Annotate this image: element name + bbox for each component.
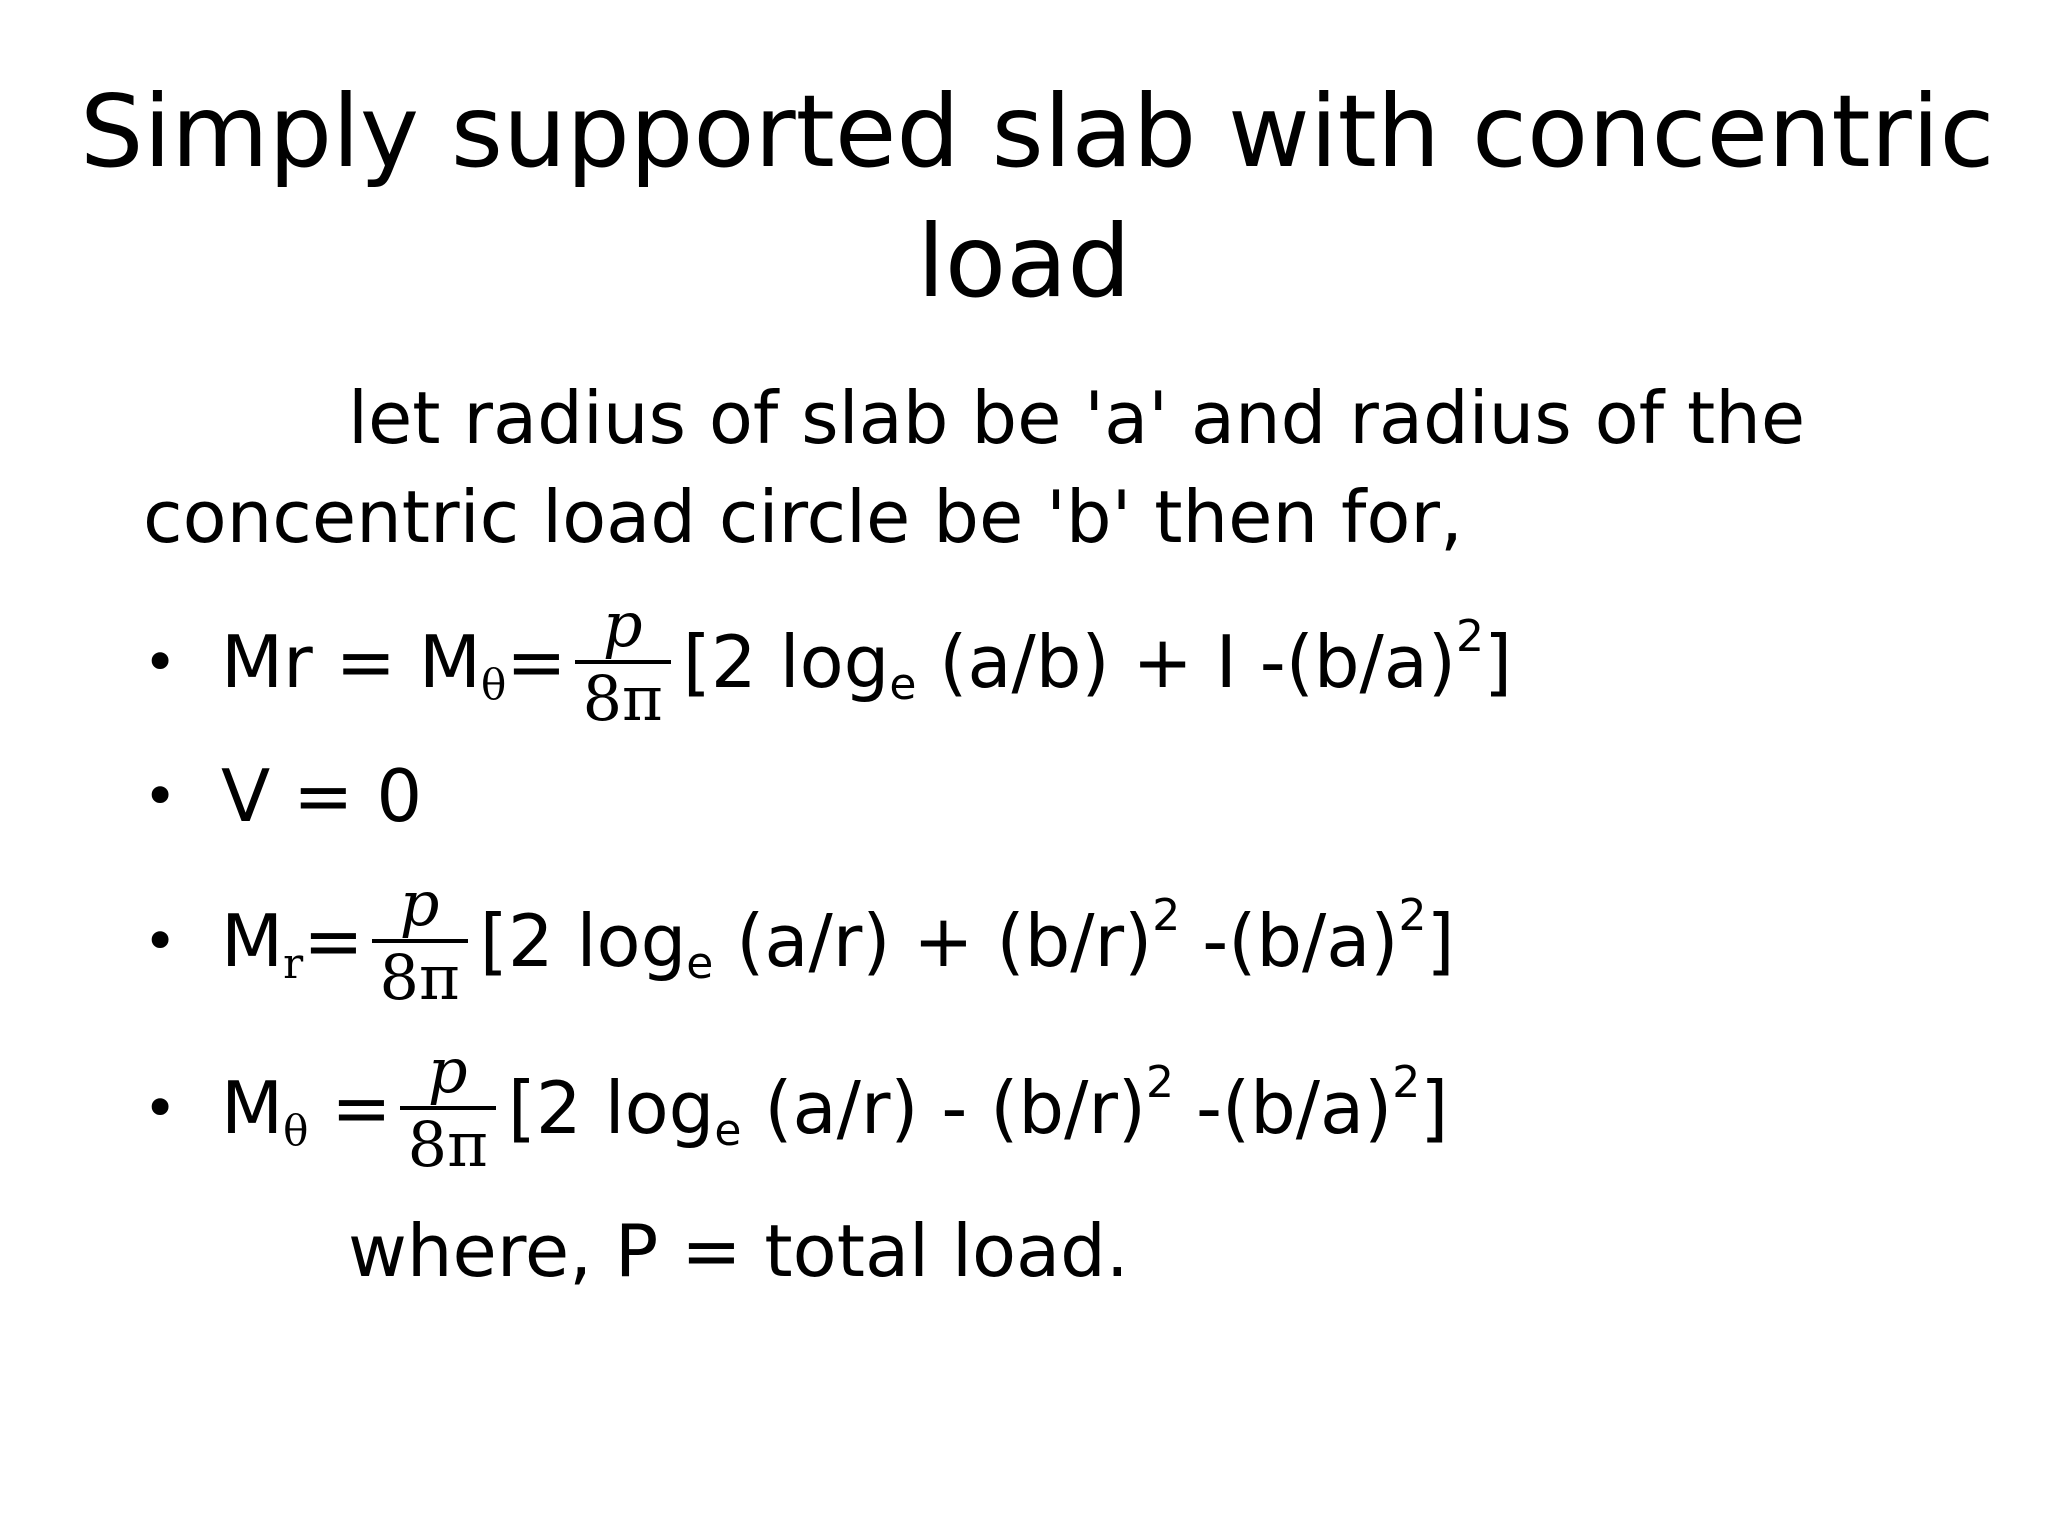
intro-line-2: concentric load circle be 'b' then for, bbox=[143, 475, 1463, 559]
equation-body bbox=[221, 588, 1513, 735]
eq3-log-base: e bbox=[686, 937, 714, 989]
eq3-fraction-denominator: 8π bbox=[372, 939, 468, 1009]
equation-mr bbox=[143, 867, 1455, 1014]
eq4-terms: (a/r) - (b/r) bbox=[741, 1066, 1147, 1150]
eq1-terms: (a/b) + I -(b/a) bbox=[916, 620, 1457, 704]
eq3-bracket-part: [2 log bbox=[479, 899, 687, 983]
eq3-exponent-1: 2 bbox=[1152, 889, 1181, 941]
bullet-icon: • bbox=[143, 628, 178, 696]
eq1-log-base: e bbox=[889, 658, 917, 710]
eq3-exponent-2: 2 bbox=[1398, 889, 1427, 941]
eq1-exponent: 2 bbox=[1456, 610, 1485, 662]
equation-body bbox=[221, 867, 1455, 1014]
eq1-lhs-subscript: θ bbox=[480, 659, 507, 709]
where-note: where, P = total load. bbox=[348, 1209, 1129, 1293]
slide-title-line-1: Simply supported slab with concentric bbox=[80, 73, 1995, 190]
eq1-equals: = bbox=[506, 620, 567, 704]
bullet-icon: • bbox=[143, 762, 178, 830]
bullet-icon: • bbox=[143, 1074, 178, 1142]
eq4-bracket-close: ] bbox=[1420, 1066, 1449, 1150]
eq3-fraction-numerator: p bbox=[399, 867, 440, 940]
eq4-log-base: e bbox=[714, 1104, 742, 1156]
eq4-bracket-part: [2 log bbox=[507, 1066, 715, 1150]
slide-title-line-2: load bbox=[917, 203, 1131, 320]
bullet-icon: • bbox=[143, 907, 178, 975]
eq1-fraction-numerator: p bbox=[602, 588, 643, 661]
eq2-text: V = 0 bbox=[221, 754, 423, 838]
intro-line-1: let radius of slab be 'a' and radius of the bbox=[348, 376, 1806, 460]
eq1-bracket-part: [2 log bbox=[682, 620, 890, 704]
eq3-bracket-close: ] bbox=[1426, 899, 1455, 983]
eq1-lhs: Mr = M bbox=[221, 620, 481, 704]
eq4-lhs: M bbox=[221, 1066, 284, 1150]
eq4-fraction-numerator: p bbox=[427, 1034, 468, 1107]
equation-mtheta bbox=[143, 1034, 1449, 1181]
eq4-fraction bbox=[400, 1034, 496, 1181]
eq4-fraction-denominator: 8π bbox=[400, 1106, 496, 1176]
equation-shear bbox=[143, 726, 422, 866]
eq4-exponent-2: 2 bbox=[1392, 1056, 1421, 1108]
eq3-lhs-subscript: r bbox=[283, 938, 304, 988]
equation-mr-mtheta bbox=[143, 588, 1513, 735]
eq1-fraction bbox=[575, 588, 671, 735]
equation-body bbox=[221, 1034, 1449, 1181]
eq3-fraction bbox=[372, 867, 468, 1014]
eq3-terms: (a/r) + (b/r) bbox=[713, 899, 1153, 983]
eq1-fraction-denominator: 8π bbox=[575, 660, 671, 730]
eq4-exponent-1: 2 bbox=[1146, 1056, 1175, 1108]
eq3-terms-2: -(b/a) bbox=[1202, 899, 1399, 983]
eq4-terms-2: -(b/a) bbox=[1196, 1066, 1393, 1150]
eq4-lhs-subscript: θ bbox=[283, 1105, 309, 1155]
eq1-bracket-close: ] bbox=[1484, 620, 1513, 704]
eq4-equals: = bbox=[308, 1066, 392, 1150]
eq3-equals: = bbox=[303, 899, 364, 983]
eq3-lhs: M bbox=[221, 899, 284, 983]
